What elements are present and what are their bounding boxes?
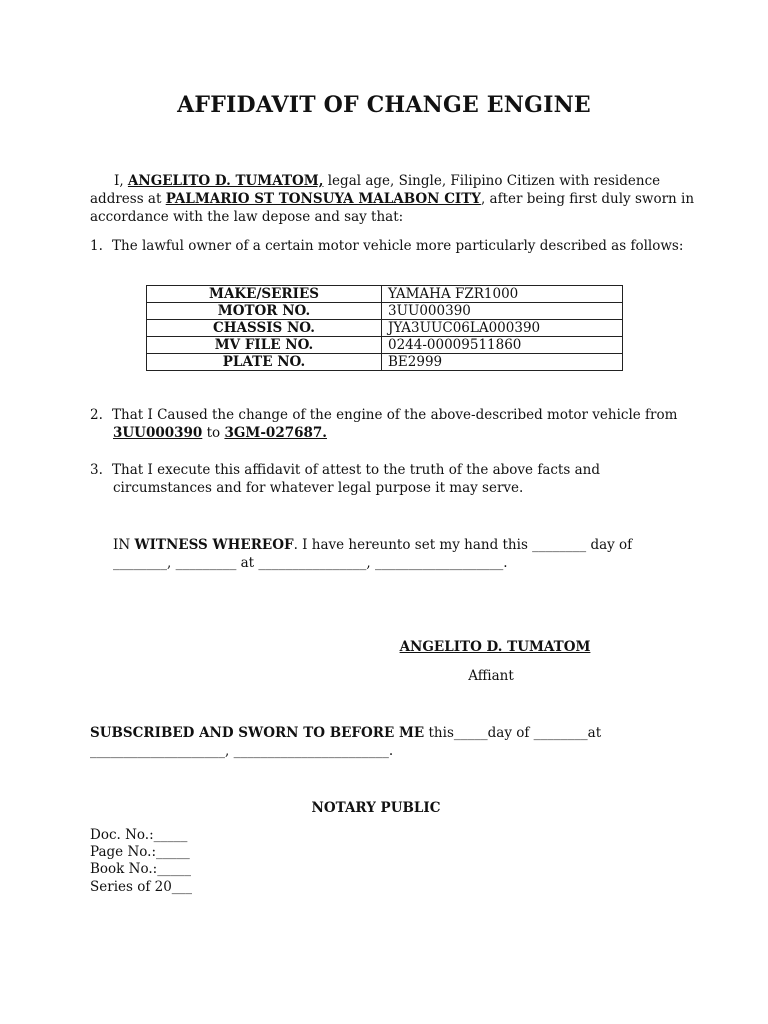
- old-engine-number: 3UU000390: [113, 425, 203, 441]
- witness-in: IN: [113, 537, 135, 553]
- witness-line-1: [113, 537, 632, 555]
- witness-whereof: WITNESS WHEREOF: [134, 537, 294, 553]
- vehicle-field-value: JYA3UUC06LA000390: [382, 320, 623, 337]
- vehicle-field-label: PLATE NO.: [147, 354, 382, 371]
- item-3-line-1: [90, 462, 600, 480]
- vehicle-field-label: MV FILE NO.: [147, 337, 382, 354]
- intro-mid2: , after being first duly sworn in: [480, 191, 695, 207]
- item-1-text: The lawful owner of a certain motor vehicle more particularly described as follows:: [112, 238, 684, 254]
- item-1-number: 1.: [90, 238, 103, 254]
- vehicle-field-value: BE2999: [382, 354, 623, 371]
- item-1: [90, 238, 683, 256]
- vehicle-table-row: [147, 286, 623, 303]
- vehicle-field-label: CHASSIS NO.: [147, 320, 382, 337]
- vehicle-table-row: [147, 303, 623, 320]
- item-3-number: 3.: [90, 462, 103, 478]
- item-3-text-1: That I execute this affidavit of attest to the truth of the above facts and: [112, 462, 600, 478]
- vehicle-field-label: MOTOR NO.: [147, 303, 382, 320]
- new-engine-number: 3GM-027687.: [224, 425, 327, 441]
- affiant-signature-name: [380, 639, 610, 655]
- witness-rest: . I have hereunto set my hand this ________ day of: [293, 537, 633, 553]
- intro-line-2: [90, 191, 694, 209]
- item-2-number: 2.: [90, 407, 103, 423]
- affiant-role: Affiant: [468, 668, 514, 684]
- item-2-to: to: [202, 425, 225, 441]
- subscribed-line-1: [90, 725, 601, 743]
- subscribed-line-2: ____________________, _______________________.: [90, 743, 394, 759]
- intro-line-1: [90, 173, 660, 191]
- intro-address-prefix: address at: [90, 191, 166, 207]
- page-no: Page No.:_____: [90, 844, 190, 860]
- vehicle-field-value: YAMAHA FZR1000: [382, 286, 623, 303]
- document-title: AFFIDAVIT OF CHANGE ENGINE: [177, 92, 591, 118]
- subscribed-rest: this_____day of ________at: [424, 725, 602, 741]
- item-2-line-1: [90, 407, 677, 425]
- vehicle-details-table: [146, 285, 623, 371]
- vehicle-field-label: MAKE/SERIES: [147, 286, 382, 303]
- affiant-name: ANGELITO D. TUMATOM: [399, 639, 591, 655]
- intro-prefix: I,: [114, 173, 128, 189]
- item-3-line-2: circumstances and for whatever legal purpose it may serve.: [113, 480, 524, 496]
- vehicle-table-row: [147, 337, 623, 354]
- intro-mid1: legal age, Single, Filipino Citizen with residence: [323, 173, 661, 189]
- item-2-line-2: [90, 425, 327, 443]
- book-no: Book No.:_____: [90, 861, 191, 877]
- notary-heading: NOTARY PUBLIC: [311, 800, 441, 816]
- intro-line-3: accordance with the law depose and say that:: [90, 209, 404, 225]
- item-2-text: That I Caused the change of the engine of the above-described motor vehicle from: [112, 407, 678, 423]
- witness-line-2: ________, _________ at ________________, ___________________.: [113, 555, 508, 571]
- doc-no: Doc. No.:_____: [90, 827, 188, 843]
- affiant-name-intro: ANGELITO D. TUMATOM,: [127, 173, 324, 189]
- residence-address: PALMARIO ST TONSUYA MALABON CITY: [165, 191, 481, 207]
- subscribed-bold: SUBSCRIBED AND SWORN TO BEFORE ME: [90, 725, 425, 741]
- vehicle-table-row: [147, 320, 623, 337]
- vehicle-table-row: [147, 354, 623, 371]
- vehicle-field-value: 0244-00009511860: [382, 337, 623, 354]
- series-year: Series of 20___: [90, 879, 193, 895]
- vehicle-field-value: 3UU000390: [382, 303, 623, 320]
